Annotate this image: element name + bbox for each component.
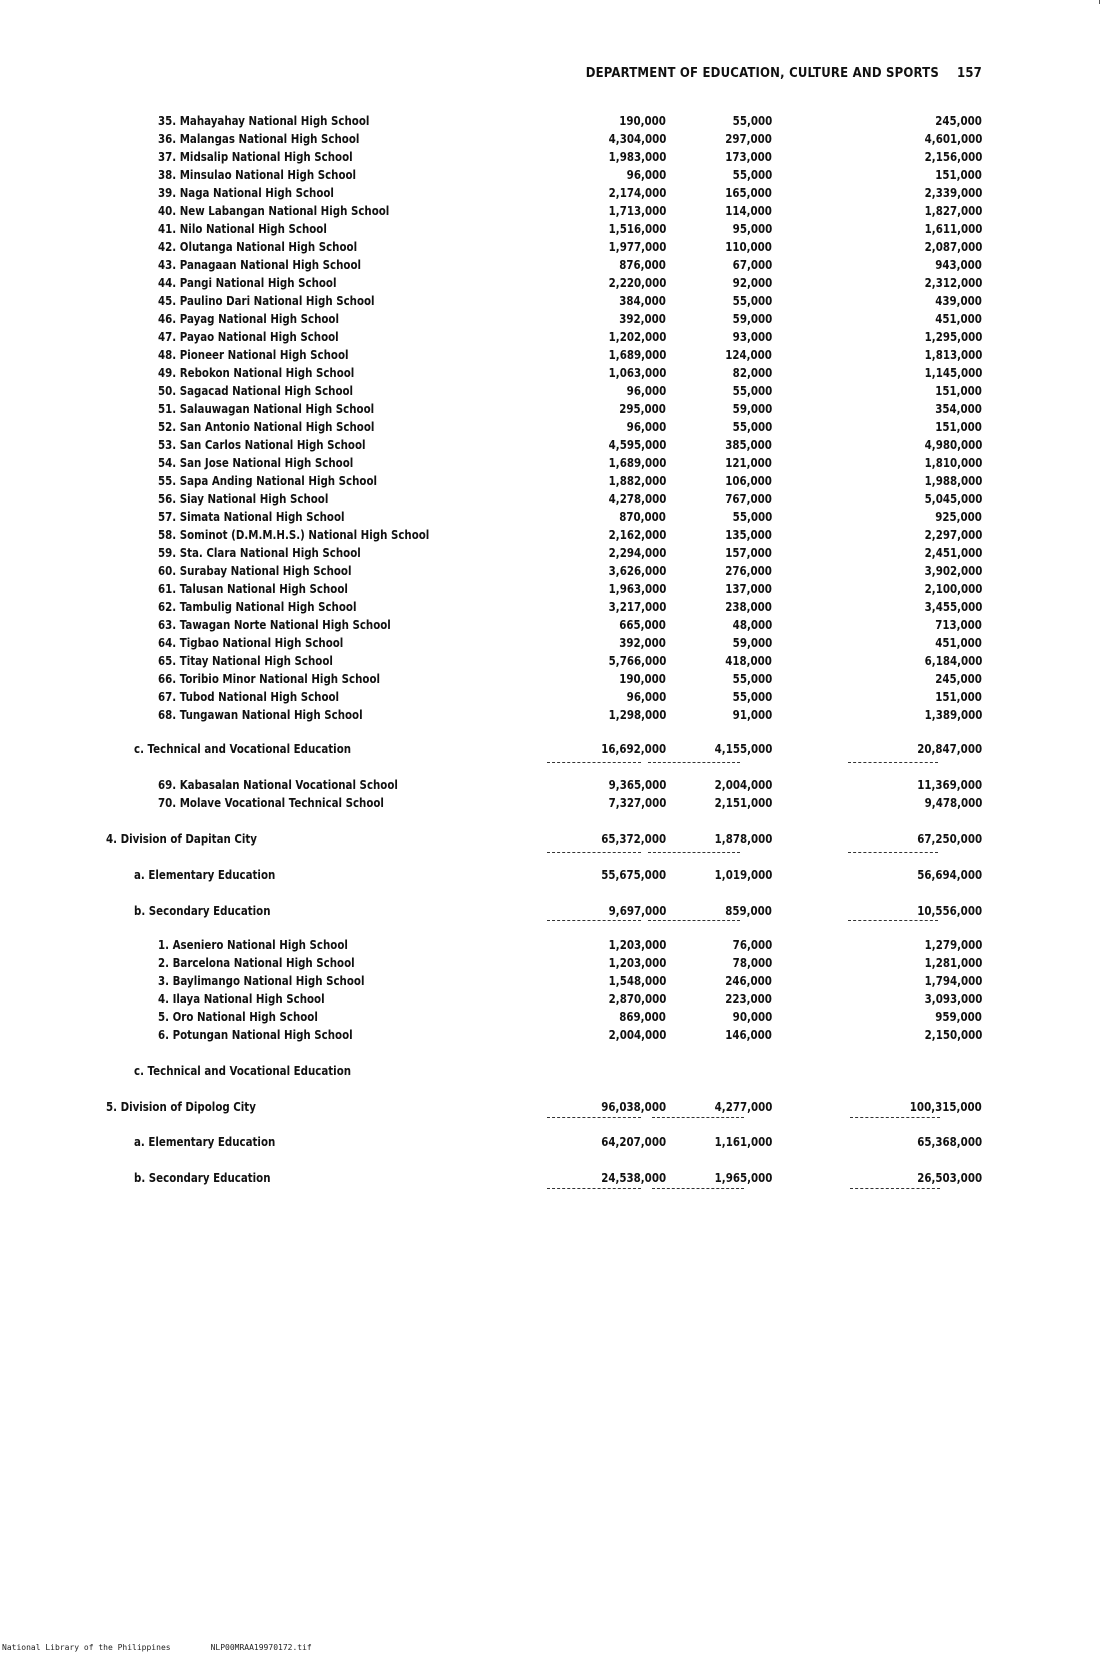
subtotal-rule [648, 852, 740, 853]
table-row [0, 635, 1102, 653]
supplemental-amount: 55,000 [732, 419, 772, 434]
row-label: 68. Tungawan National High School [158, 707, 363, 722]
page-number: 157 [956, 66, 982, 81]
total-amount: 65,368,000 [917, 1134, 982, 1149]
regular-amount: 5,766,000 [608, 653, 666, 668]
table-row [0, 203, 1102, 221]
subtotal-rule [850, 1117, 940, 1118]
total-amount: 6,184,000 [924, 653, 982, 668]
row-label: 35. Mahayahay National High School [158, 113, 370, 128]
row-label: 54. San Jose National High School [158, 455, 354, 470]
table-row [0, 937, 1102, 955]
total-amount: 151,000 [935, 689, 982, 704]
regular-amount: 3,217,000 [608, 599, 666, 614]
subtotal-rule [848, 920, 938, 921]
row-label: 64. Tigbao National High School [158, 635, 344, 650]
regular-amount: 4,278,000 [608, 491, 666, 506]
row-label: 5. Oro National High School [158, 1009, 318, 1024]
total-amount: 151,000 [935, 167, 982, 182]
regular-amount: 1,298,000 [608, 707, 666, 722]
supplemental-amount: 59,000 [732, 401, 772, 416]
total-amount: 67,250,000 [917, 831, 982, 846]
table-row [0, 991, 1102, 1009]
supplemental-amount: 1,965,000 [714, 1170, 772, 1185]
supplemental-amount: 78,000 [732, 955, 772, 970]
regular-amount: 7,327,000 [608, 795, 666, 810]
regular-amount: 3,626,000 [608, 563, 666, 578]
regular-amount: 1,548,000 [608, 973, 666, 988]
total-amount: 20,847,000 [917, 741, 982, 756]
total-amount: 9,478,000 [924, 795, 982, 810]
total-amount: 451,000 [935, 311, 982, 326]
subtotal-rule [652, 1188, 744, 1189]
regular-amount: 870,000 [619, 509, 666, 524]
supplemental-amount: 173,000 [725, 149, 772, 164]
subtotal-rule [547, 1188, 641, 1189]
regular-amount: 876,000 [619, 257, 666, 272]
row-label: 70. Molave Vocational Technical School [158, 795, 384, 810]
supplemental-amount: 385,000 [725, 437, 772, 452]
supplemental-amount: 767,000 [725, 491, 772, 506]
row-label: 41. Nilo National High School [158, 221, 327, 236]
supplemental-amount: 418,000 [725, 653, 772, 668]
regular-amount: 4,304,000 [608, 131, 666, 146]
scan-mark [1099, 0, 1100, 4]
total-amount: 2,156,000 [924, 149, 982, 164]
supplemental-amount: 137,000 [725, 581, 772, 596]
total-amount: 1,988,000 [924, 473, 982, 488]
table-row [0, 563, 1102, 581]
total-amount: 3,093,000 [924, 991, 982, 1006]
row-label: 40. New Labangan National High School [158, 203, 390, 218]
total-amount: 439,000 [935, 293, 982, 308]
total-amount: 925,000 [935, 509, 982, 524]
table-row [0, 329, 1102, 347]
total-amount: 245,000 [935, 671, 982, 686]
table-row [0, 383, 1102, 401]
row-label: 61. Talusan National High School [158, 581, 348, 596]
total-amount: 4,601,000 [924, 131, 982, 146]
row-label: 56. Siay National High School [158, 491, 329, 506]
total-amount: 26,503,000 [917, 1170, 982, 1185]
row-label: 48. Pioneer National High School [158, 347, 349, 362]
table-row [0, 741, 1102, 759]
supplemental-amount: 165,000 [725, 185, 772, 200]
regular-amount: 190,000 [619, 671, 666, 686]
total-amount: 2,297,000 [924, 527, 982, 542]
row-label: 3. Baylimango National High School [158, 973, 365, 988]
row-label: 63. Tawagan Norte National High School [158, 617, 391, 632]
total-amount: 959,000 [935, 1009, 982, 1024]
table-row [0, 365, 1102, 383]
table-row [0, 257, 1102, 275]
supplemental-amount: 93,000 [732, 329, 772, 344]
table-row [0, 795, 1102, 813]
supplemental-amount: 114,000 [725, 203, 772, 218]
total-amount: 1,794,000 [924, 973, 982, 988]
table-row [0, 419, 1102, 437]
supplemental-amount: 106,000 [725, 473, 772, 488]
regular-amount: 869,000 [619, 1009, 666, 1024]
footer-file: NLP00MRAA19970172.tif [210, 1643, 312, 1652]
supplemental-amount: 95,000 [732, 221, 772, 236]
table-row [0, 401, 1102, 419]
regular-amount: 1,713,000 [608, 203, 666, 218]
table-row [0, 617, 1102, 635]
row-label: 4. Division of Dapitan City [106, 831, 257, 846]
row-label: 46. Payag National High School [158, 311, 339, 326]
table-row [0, 275, 1102, 293]
total-amount: 3,902,000 [924, 563, 982, 578]
supplemental-amount: 92,000 [732, 275, 772, 290]
total-amount: 10,556,000 [917, 903, 982, 918]
table-row [0, 867, 1102, 885]
supplemental-amount: 91,000 [732, 707, 772, 722]
supplemental-amount: 859,000 [725, 903, 772, 918]
regular-amount: 65,372,000 [601, 831, 666, 846]
table-row [0, 311, 1102, 329]
row-label: 58. Sominot (D.M.M.H.S.) National High School [158, 527, 430, 542]
total-amount: 151,000 [935, 419, 982, 434]
supplemental-amount: 110,000 [725, 239, 772, 254]
supplemental-amount: 135,000 [725, 527, 772, 542]
table-row [0, 1099, 1102, 1117]
regular-amount: 24,538,000 [601, 1170, 666, 1185]
supplemental-amount: 1,161,000 [714, 1134, 772, 1149]
row-label: c. Technical and Vocational Education [134, 741, 352, 756]
table-row [0, 455, 1102, 473]
regular-amount: 2,294,000 [608, 545, 666, 560]
row-label: 6. Potungan National High School [158, 1027, 353, 1042]
total-amount: 5,045,000 [924, 491, 982, 506]
row-label: 53. San Carlos National High School [158, 437, 366, 452]
regular-amount: 1,689,000 [608, 347, 666, 362]
table-row [0, 527, 1102, 545]
subtotal-rule [547, 762, 641, 763]
supplemental-amount: 297,000 [725, 131, 772, 146]
supplemental-amount: 55,000 [732, 383, 772, 398]
table-row [0, 509, 1102, 527]
subtotal-rule [652, 1117, 744, 1118]
table-row [0, 1063, 1102, 1081]
regular-amount: 2,174,000 [608, 185, 666, 200]
regular-amount: 2,220,000 [608, 275, 666, 290]
total-amount: 451,000 [935, 635, 982, 650]
row-label: 66. Toribio Minor National High School [158, 671, 381, 686]
supplemental-amount: 124,000 [725, 347, 772, 362]
subtotal-rule [547, 1117, 641, 1118]
total-amount: 2,312,000 [924, 275, 982, 290]
total-amount: 245,000 [935, 113, 982, 128]
row-label: 52. San Antonio National High School [158, 419, 375, 434]
supplemental-amount: 55,000 [732, 509, 772, 524]
regular-amount: 96,000 [626, 689, 666, 704]
row-label: 57. Simata National High School [158, 509, 345, 524]
total-amount: 2,087,000 [924, 239, 982, 254]
supplemental-amount: 55,000 [732, 671, 772, 686]
supplemental-amount: 223,000 [725, 991, 772, 1006]
regular-amount: 384,000 [619, 293, 666, 308]
table-row [0, 293, 1102, 311]
row-label: 2. Barcelona National High School [158, 955, 355, 970]
row-label: 1. Aseniero National High School [158, 937, 348, 952]
regular-amount: 2,004,000 [608, 1027, 666, 1042]
table-row [0, 1170, 1102, 1188]
regular-amount: 2,162,000 [608, 527, 666, 542]
total-amount: 1,281,000 [924, 955, 982, 970]
table-row [0, 167, 1102, 185]
row-label: 5. Division of Dipolog City [106, 1099, 256, 1114]
supplemental-amount: 55,000 [732, 293, 772, 308]
row-label: c. Technical and Vocational Education [134, 1063, 352, 1078]
supplemental-amount: 82,000 [732, 365, 772, 380]
supplemental-amount: 2,151,000 [714, 795, 772, 810]
row-label: 60. Surabay National High School [158, 563, 352, 578]
table-row [0, 113, 1102, 131]
total-amount: 1,810,000 [924, 455, 982, 470]
subtotal-rule [850, 1188, 940, 1189]
row-label: 65. Titay National High School [158, 653, 333, 668]
total-amount: 354,000 [935, 401, 982, 416]
regular-amount: 2,870,000 [608, 991, 666, 1006]
regular-amount: 1,977,000 [608, 239, 666, 254]
table-row [0, 973, 1102, 991]
table-row [0, 437, 1102, 455]
table-row [0, 1134, 1102, 1152]
total-amount: 1,145,000 [924, 365, 982, 380]
subtotal-rule [848, 852, 938, 853]
row-label: 43. Panagaan National High School [158, 257, 362, 272]
regular-amount: 96,000 [626, 167, 666, 182]
row-label: 62. Tambulig National High School [158, 599, 357, 614]
regular-amount: 96,038,000 [601, 1099, 666, 1114]
regular-amount: 16,692,000 [601, 741, 666, 756]
table-row [0, 491, 1102, 509]
regular-amount: 9,697,000 [608, 903, 666, 918]
subtotal-rule [848, 762, 938, 763]
supplemental-amount: 146,000 [725, 1027, 772, 1042]
table-row [0, 777, 1102, 795]
table-row [0, 707, 1102, 725]
row-label: a. Elementary Education [134, 867, 276, 882]
scan-footer [2, 1643, 312, 1652]
supplemental-amount: 59,000 [732, 311, 772, 326]
table-row [0, 581, 1102, 599]
supplemental-amount: 4,277,000 [714, 1099, 772, 1114]
row-label: 4. Ilaya National High School [158, 991, 325, 1006]
row-label: 59. Sta. Clara National High School [158, 545, 361, 560]
table-row [0, 831, 1102, 849]
supplemental-amount: 4,155,000 [714, 741, 772, 756]
regular-amount: 392,000 [619, 635, 666, 650]
total-amount: 2,100,000 [924, 581, 982, 596]
table-row [0, 347, 1102, 365]
total-amount: 4,980,000 [924, 437, 982, 452]
row-label: 45. Paulino Dari National High School [158, 293, 375, 308]
table-row [0, 473, 1102, 491]
supplemental-amount: 1,019,000 [714, 867, 772, 882]
table-row [0, 239, 1102, 257]
regular-amount: 1,203,000 [608, 955, 666, 970]
supplemental-amount: 55,000 [732, 113, 772, 128]
row-label: b. Secondary Education [134, 903, 271, 918]
row-label: 67. Tubod National High School [158, 689, 340, 704]
row-label: 49. Rebokon National High School [158, 365, 355, 380]
regular-amount: 96,000 [626, 383, 666, 398]
regular-amount: 1,203,000 [608, 937, 666, 952]
total-amount: 1,611,000 [924, 221, 982, 236]
page-header-title: DEPARTMENT OF EDUCATION, CULTURE AND SPORTS [585, 66, 939, 81]
total-amount: 2,150,000 [924, 1027, 982, 1042]
regular-amount: 1,689,000 [608, 455, 666, 470]
subtotal-rule [648, 920, 740, 921]
subtotal-rule [547, 920, 641, 921]
total-amount: 1,813,000 [924, 347, 982, 362]
table-row [0, 903, 1102, 921]
supplemental-amount: 76,000 [732, 937, 772, 952]
supplemental-amount: 276,000 [725, 563, 772, 578]
subtotal-rule [648, 762, 740, 763]
table-row [0, 653, 1102, 671]
supplemental-amount: 121,000 [725, 455, 772, 470]
row-label: 42. Olutanga National High School [158, 239, 358, 254]
row-label: 39. Naga National High School [158, 185, 334, 200]
supplemental-amount: 67,000 [732, 257, 772, 272]
total-amount: 100,315,000 [910, 1099, 982, 1114]
row-label: a. Elementary Education [134, 1134, 276, 1149]
table-row [0, 221, 1102, 239]
table-row [0, 149, 1102, 167]
row-label: 69. Kabasalan National Vocational School [158, 777, 398, 792]
table-row [0, 131, 1102, 149]
total-amount: 11,369,000 [917, 777, 982, 792]
supplemental-amount: 246,000 [725, 973, 772, 988]
row-label: 47. Payao National High School [158, 329, 339, 344]
total-amount: 56,694,000 [917, 867, 982, 882]
total-amount: 1,279,000 [924, 937, 982, 952]
supplemental-amount: 55,000 [732, 689, 772, 704]
regular-amount: 4,595,000 [608, 437, 666, 452]
row-label: 38. Minsulao National High School [158, 167, 357, 182]
table-row [0, 1027, 1102, 1045]
total-amount: 2,339,000 [924, 185, 982, 200]
total-amount: 151,000 [935, 383, 982, 398]
regular-amount: 1,516,000 [608, 221, 666, 236]
regular-amount: 665,000 [619, 617, 666, 632]
regular-amount: 1,063,000 [608, 365, 666, 380]
subtotal-rule [547, 852, 641, 853]
table-row [0, 185, 1102, 203]
regular-amount: 295,000 [619, 401, 666, 416]
total-amount: 3,455,000 [924, 599, 982, 614]
supplemental-amount: 59,000 [732, 635, 772, 650]
supplemental-amount: 55,000 [732, 167, 772, 182]
regular-amount: 96,000 [626, 419, 666, 434]
total-amount: 1,389,000 [924, 707, 982, 722]
supplemental-amount: 157,000 [725, 545, 772, 560]
row-label: 44. Pangi National High School [158, 275, 337, 290]
supplemental-amount: 238,000 [725, 599, 772, 614]
row-label: 36. Malangas National High School [158, 131, 360, 146]
regular-amount: 392,000 [619, 311, 666, 326]
regular-amount: 1,202,000 [608, 329, 666, 344]
row-label: 55. Sapa Anding National High School [158, 473, 378, 488]
table-row [0, 671, 1102, 689]
table-row [0, 955, 1102, 973]
table-row [0, 599, 1102, 617]
total-amount: 1,827,000 [924, 203, 982, 218]
supplemental-amount: 48,000 [732, 617, 772, 632]
total-amount: 713,000 [935, 617, 982, 632]
total-amount: 1,295,000 [924, 329, 982, 344]
table-row [0, 545, 1102, 563]
regular-amount: 1,882,000 [608, 473, 666, 488]
supplemental-amount: 2,004,000 [714, 777, 772, 792]
row-label: 50. Sagacad National High School [158, 383, 354, 398]
table-row [0, 1009, 1102, 1027]
total-amount: 943,000 [935, 257, 982, 272]
supplemental-amount: 90,000 [732, 1009, 772, 1024]
regular-amount: 64,207,000 [601, 1134, 666, 1149]
total-amount: 2,451,000 [924, 545, 982, 560]
regular-amount: 55,675,000 [601, 867, 666, 882]
row-label: 37. Midsalip National High School [158, 149, 353, 164]
footer-source: National Library of the Philippines [2, 1643, 171, 1652]
row-label: 51. Salauwagan National High School [158, 401, 375, 416]
regular-amount: 9,365,000 [608, 777, 666, 792]
regular-amount: 1,983,000 [608, 149, 666, 164]
supplemental-amount: 1,878,000 [714, 831, 772, 846]
regular-amount: 190,000 [619, 113, 666, 128]
regular-amount: 1,963,000 [608, 581, 666, 596]
row-label: b. Secondary Education [134, 1170, 271, 1185]
table-row [0, 689, 1102, 707]
